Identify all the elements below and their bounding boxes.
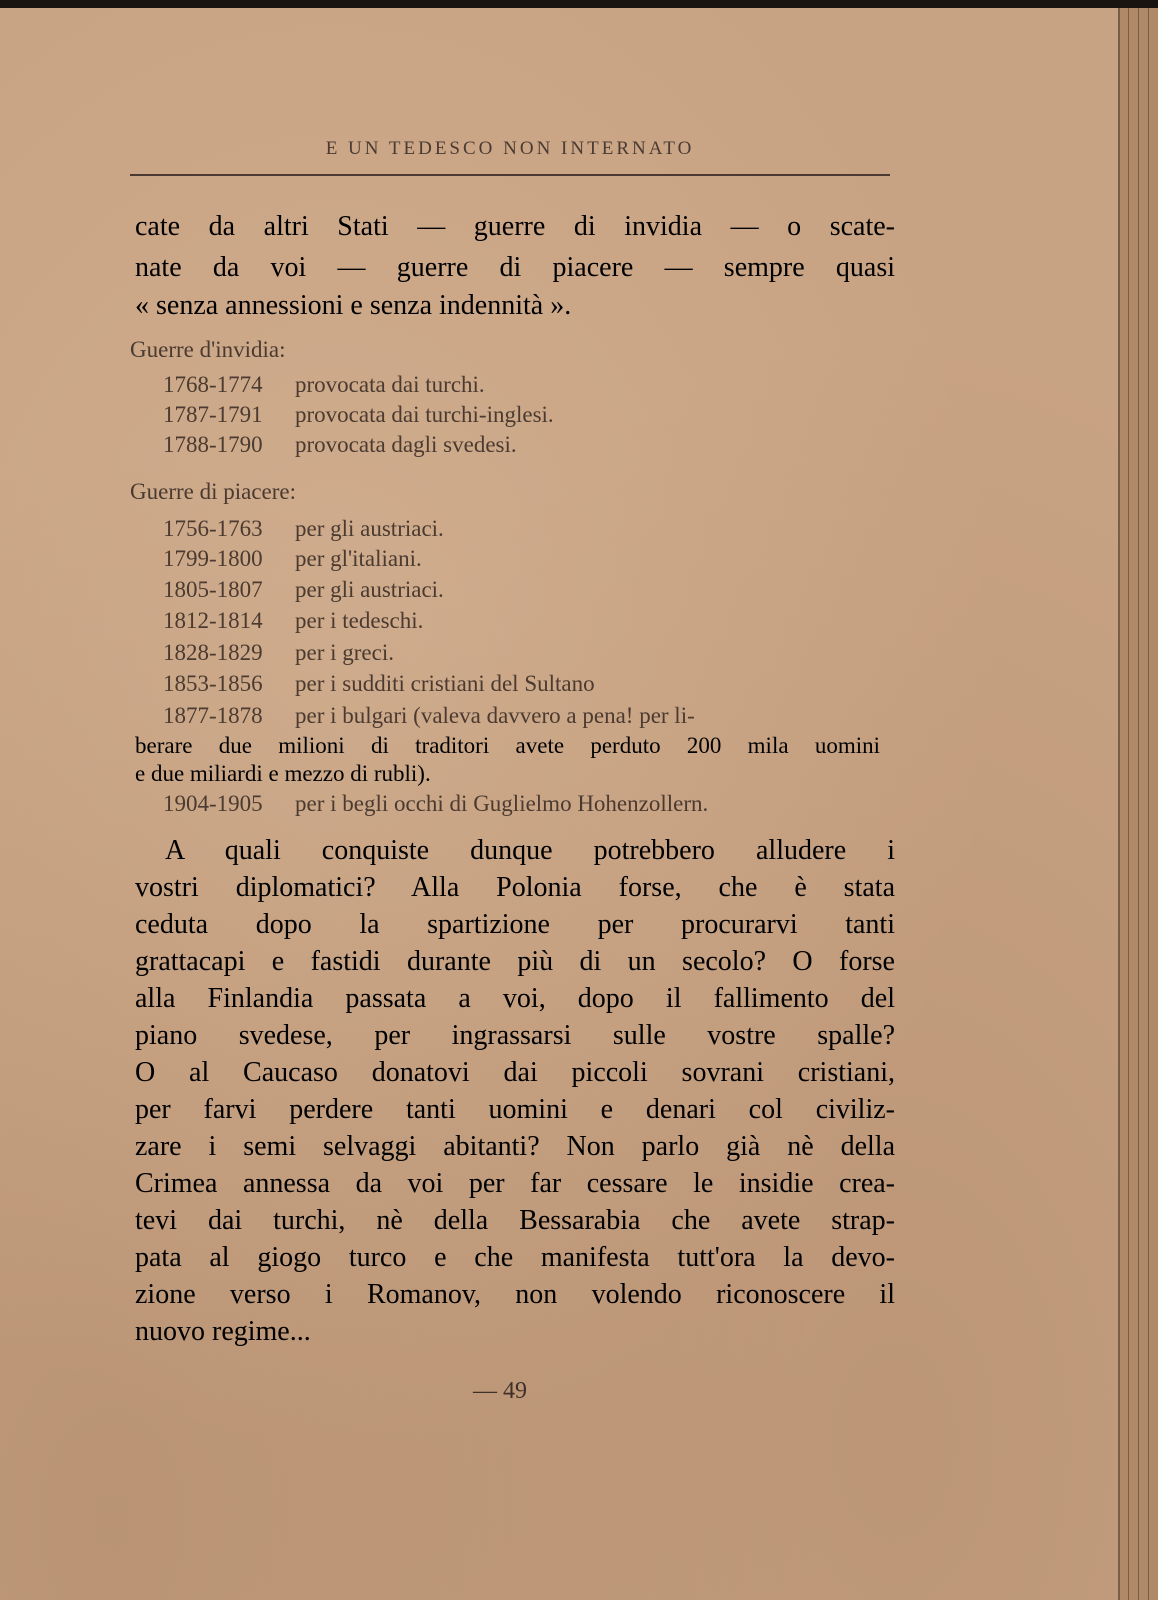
opening-line-3: « senza annessioni e senza indennità ». bbox=[135, 290, 572, 321]
closing-line-1: A quali conquiste dunque potrebbero alludere i bbox=[165, 835, 895, 866]
list-item: 1904-1905 per i begli occhi di Guglielmo Hohenzollern. bbox=[163, 791, 709, 816]
list-item: 1788-1790 provocata dagli svedesi. bbox=[163, 432, 517, 457]
closing-line-14: nuovo regime... bbox=[135, 1316, 311, 1347]
closing-line-10: Crimea annessa da voi per far cessare le insidie crea- bbox=[135, 1168, 895, 1199]
list-item: 1877-1878 per i bulgari (valeva davvero a pena! per li- bbox=[163, 703, 695, 728]
closing-line-5: alla Finlandia passata a voi, dopo il fallimento del bbox=[135, 983, 895, 1014]
header-rule bbox=[130, 174, 890, 176]
page-number: — 49 bbox=[473, 1378, 527, 1404]
closing-line-3: ceduta dopo la spartizione per procurarvi tanti bbox=[135, 909, 895, 940]
pleasure-wars-heading: Guerre di piacere: bbox=[130, 479, 297, 504]
list-item: 1756-1763 per gli austriaci. bbox=[163, 516, 444, 541]
closing-line-13: zione verso i Romanov, non volendo riconoscere il bbox=[135, 1279, 895, 1310]
closing-line-2: vostri diplomatici? Alla Polonia forse, che è stata bbox=[135, 872, 895, 903]
list-item: 1853-1856 per i sudditi cristiani del Sultano bbox=[163, 671, 595, 696]
opening-line-1: cate da altri Stati — guerre di invidia — o scate- bbox=[135, 211, 895, 242]
continuation-line-2: e due miliardi e mezzo di rubli). bbox=[135, 761, 431, 786]
closing-line-9: zare i semi selvaggi abitanti? Non parlo già nè della bbox=[135, 1131, 895, 1162]
closing-line-6: piano svedese, per ingrassarsi sulle vostre spalle? bbox=[135, 1020, 895, 1051]
continuation-line-1: berare due milioni di traditori avete perduto 200 mila uomini bbox=[135, 733, 880, 758]
list-item: 1787-1791 provocata dai turchi-inglesi. bbox=[163, 402, 554, 427]
closing-line-7: O al Caucaso donatovi dai piccoli sovrani cristiani, bbox=[135, 1057, 895, 1088]
list-item: 1768-1774 provocata dai turchi. bbox=[163, 372, 485, 397]
closing-line-11: tevi dai turchi, nè della Bessarabia che avete strap- bbox=[135, 1205, 895, 1236]
opening-line-2: nate da voi — guerre di piacere — sempre quasi bbox=[135, 252, 895, 283]
closing-line-4: grattacapi e fastidi durante più di un secolo? O forse bbox=[135, 946, 895, 977]
list-item: 1805-1807 per gli austriaci. bbox=[163, 577, 444, 602]
closing-line-12: pata al giogo turco e che manifesta tutt'ora la devo- bbox=[135, 1242, 895, 1273]
envy-wars-heading: Guerre d'invidia: bbox=[130, 337, 286, 362]
closing-line-8: per farvi perdere tanti uomini e denari col civiliz- bbox=[135, 1094, 895, 1125]
list-item: 1828-1829 per i greci. bbox=[163, 640, 394, 665]
list-item: 1812-1814 per i tedeschi. bbox=[163, 608, 424, 633]
page-edge bbox=[1118, 8, 1158, 1600]
running-head: E UN TEDESCO NON INTERNATO bbox=[325, 138, 695, 159]
list-item: 1799-1800 per gl'italiani. bbox=[163, 546, 422, 571]
